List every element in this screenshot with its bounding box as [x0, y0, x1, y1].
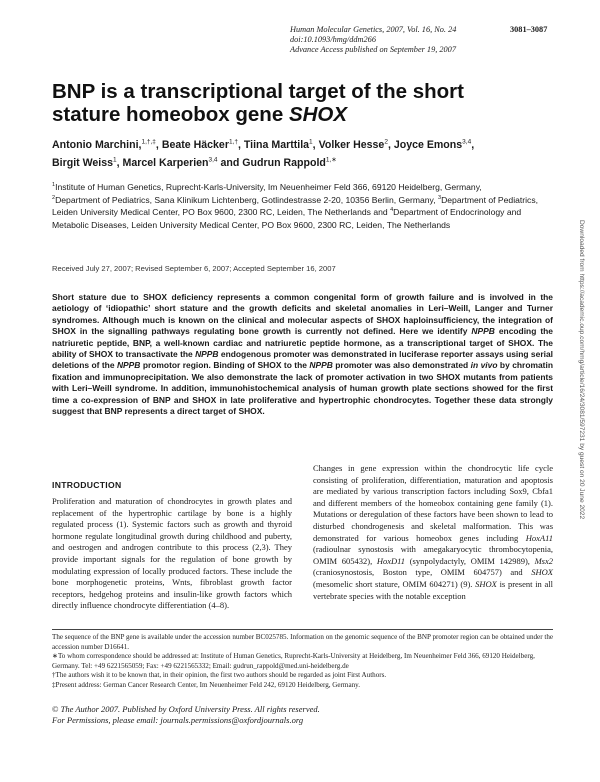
copyright-notice	[52, 704, 320, 726]
affiliation-3: Department of Pediatrics, Leiden University Medical Center, PO Box 9600, 2300 RC, Leiden, The Netherlands and	[52, 194, 539, 217]
author: Beate Häcker	[161, 139, 229, 151]
advance-access: Advance Access published on September 19, 2007	[290, 45, 456, 54]
author: Antonio Marchini,	[52, 139, 142, 151]
author-affiliation-mark: 3,4	[208, 156, 218, 164]
gene-name: NPPB	[471, 326, 495, 337]
author-affiliation-mark: 1	[309, 138, 313, 146]
affiliations	[52, 181, 552, 231]
journal-doi: doi:10.1093/hmg/ddm266	[290, 35, 376, 44]
title-gene: SHOX	[288, 103, 348, 126]
affiliation-2: Department of Pediatrics, Sana Klinikum Lichtenberg, Gotlindestrasse 2-20, 10356 Berlin, Germany,	[55, 194, 436, 205]
author-affiliation-mark: 1,∗	[325, 156, 337, 164]
author-affiliation-mark: 1,†	[228, 138, 238, 146]
journal-header	[290, 25, 456, 55]
affiliation-4: Department of Endocrinology and Metabolic Diseases, Leiden University Medical Center, PO Box 9600, 2300 RC, Leiden, The Netherlands	[52, 207, 522, 230]
abstract-text: encoding the natriuretic peptide, BNP, a well-known cardiac and natriuretic peptide hormone, as a transcriptional target of SHOX. The ability of SHOX to transactivate the	[52, 326, 553, 360]
affiliation-number: 2	[52, 194, 56, 201]
gene-name: HoxD11	[376, 555, 406, 566]
author-affiliation-mark: 1	[113, 156, 117, 164]
footnote-present-address: ‡Present address: German Cancer Research Center, Im Neuenheimer Feld 242, 69120 Heidelberg, Germany.	[52, 680, 360, 689]
affiliation-number: 3	[438, 194, 442, 201]
body-column-left: Proliferation and maturation of chondrocytes in growth plates and replacement of the hypertrophic cartilage by bone is a highly regulated process (1). Systemic factors such as growth and thyroid hormone regulate longitudinal growth during childhood and puberty, and oestrogen and androgen contribute to this process (2,3). They provide important signals for the regulation of bone growth by modulating expression of locally produced factors. These include the bone morphogenetic proteins, Wnts, fibroblast growth factor receptors, hedgehog proteins and insulin-like growth factors which directly influence chondrocyte differentiation (4–8).	[52, 496, 292, 611]
abstract-text: Short stature due to SHOX deficiency represents a common congenital form of growth failure and is involved in the aetiology of ‘idiopathic’ short stature and the growth deficits and skeletal anomalies in Leri–Weill, Langer and Turner syndromes. Although much is known on the clinical and molecular aspects of SHOX haploinsufficiency, the integration of SHOX in the signalling pathways regulating bone growth is currently not defined. Here we identify	[52, 292, 553, 337]
body-text: (radioulnar synostosis with amegakaryocytic thrombocytopenia, OMIM 605432),	[313, 544, 553, 566]
abstract-text: promoter was also demonstrated	[332, 360, 471, 371]
abstract	[52, 292, 553, 417]
body-column-right	[313, 463, 553, 602]
footnote-joint-authors: †The authors wish it to be known that, in their opinion, the first two authors should be regarded as joint First Authors.	[52, 671, 387, 680]
in-vivo-term: in vivo	[470, 360, 498, 371]
title-main: BNP is a transcriptional target of the short stature homeobox gene	[52, 80, 464, 126]
author-list: Antonio Marchini,$^{1,\dagger,\ddagger}$, Beate Häcker$^{1,\dagger}$, Tiina Marttila$^1$, Volker Hesse$^2$, Joyce Emons$^{3,4}$, Birgit Weiss$^1$, Marcel Karperien$^{3,4}$ and Gudrun Rappold$^{1,∗}$	[52, 138, 475, 169]
body-text: (synpolydactyly, OMIM 142989),	[405, 555, 535, 566]
copyright-line: The Author 2007. Published by Oxford University Press. All rights reserved.	[58, 704, 320, 714]
gene-name: NPPB	[116, 360, 141, 371]
footnotes	[52, 633, 553, 691]
author: Volker Hesse	[318, 139, 385, 151]
affiliation-1: Institute of Human Genetics, Ruprecht-Karls-University, Im Neuenheimer Feld 366, 69120 Heidelberg, Germany,	[55, 182, 482, 192]
affiliation-number: 1	[52, 182, 56, 189]
abstract-text: by chromatin fixation and immunoprecipitation. We also demonstrate the lack of promoter activation in two SHOX mutants from patients with Leri–Weill syndrome. In addition, immunohistochemical analysis of human growth plate sections showed for the first time a co-expression of BNP and SHOX in late proliferative and hypertrophic chondrocytes. Together these data strongly suggest that BNP represents a direct target of SHOX.	[52, 360, 553, 417]
abstract-text: promotor region. Binding of SHOX to the	[140, 360, 310, 371]
footnote-accession: The sequence of the BNP gene is available under the accession number BC025785. Information on the genomic sequence of the BNP promoter region can be obtained under the accession number D16641.	[52, 633, 554, 651]
footnote-correspondence: ∗To whom correspondence should be addressed at: Institute of Human Genetics, Ruprecht-Karls-University at Heidelberg, Im Neuenheimer Feld 366, 69120 Heidelberg, Germany. Tel: +49 6221565059; Fax: +49 6221565332; Email: gudrun_rappold@med.uni-heidelberg.de	[52, 652, 535, 670]
gene-name: NPPB	[309, 360, 333, 371]
section-heading-introduction: INTRODUCTION	[52, 480, 122, 490]
copyright-symbol: ©	[52, 704, 59, 714]
author-connector: and	[217, 157, 243, 169]
page-range: 3081–3087	[510, 25, 548, 34]
affiliation-number: 4	[390, 207, 394, 214]
body-text: (craniosynostosis, Boston type, OMIM 604757) and	[313, 567, 532, 578]
received-dates: Received July 27, 2007; Revised September 6, 2007; Accepted September 16, 2007	[52, 264, 336, 273]
author: Birgit Weiss	[52, 157, 114, 169]
journal-citation: Human Molecular Genetics, 2007, Vol. 16, No. 24	[290, 25, 457, 34]
body-text: Changes in gene expression within the chondrocytic life cycle consisting of proliferation, differentiation, maturation and apoptosis are mediated by various transcription factors including Sox9, Cbfa1 and different members of the homeobox containing gene family (1). Mutations or deregulation of these factors have been shown to lead to disturbed chondrogenesis and skeletal malformation. This was demonstrated for various homeobox genes including	[313, 463, 553, 543]
body-text: is present in all vertebrate species with the notable exception	[313, 578, 554, 601]
author: Gudrun Rappold	[242, 157, 326, 169]
author: Joyce Emons	[393, 139, 463, 151]
permissions-line: For Permissions, please email: journals.permissions@oxfordjournals.org	[52, 715, 304, 725]
gene-name: SHOX	[531, 567, 553, 578]
abstract-text: endogenous promoter was demonstrated in luciferase reporter assays using serial deletions of the	[52, 349, 553, 371]
author: Marcel Karperien	[122, 157, 209, 169]
gene-name: Msx2	[534, 555, 553, 566]
author-affiliation-mark: 2	[384, 138, 388, 146]
download-watermark: Downloaded from https://academic.oup.com/hmg/article/16/24/3081/597231 by guest on 20 June 2022	[578, 220, 585, 520]
author-affiliation-mark: 3,4	[462, 138, 472, 146]
gene-name: NPPB	[195, 349, 219, 360]
author: Tiina Marttila	[243, 139, 310, 151]
author-affiliation-mark: 1,†,‡	[141, 138, 156, 146]
gene-name: HoxA11	[525, 532, 553, 543]
gene-name: SHOX	[475, 578, 497, 589]
article-title	[52, 80, 532, 126]
body-text: (mesomelic short stature, OMIM 604271) (9).	[313, 578, 476, 589]
footnote-divider	[52, 629, 553, 630]
